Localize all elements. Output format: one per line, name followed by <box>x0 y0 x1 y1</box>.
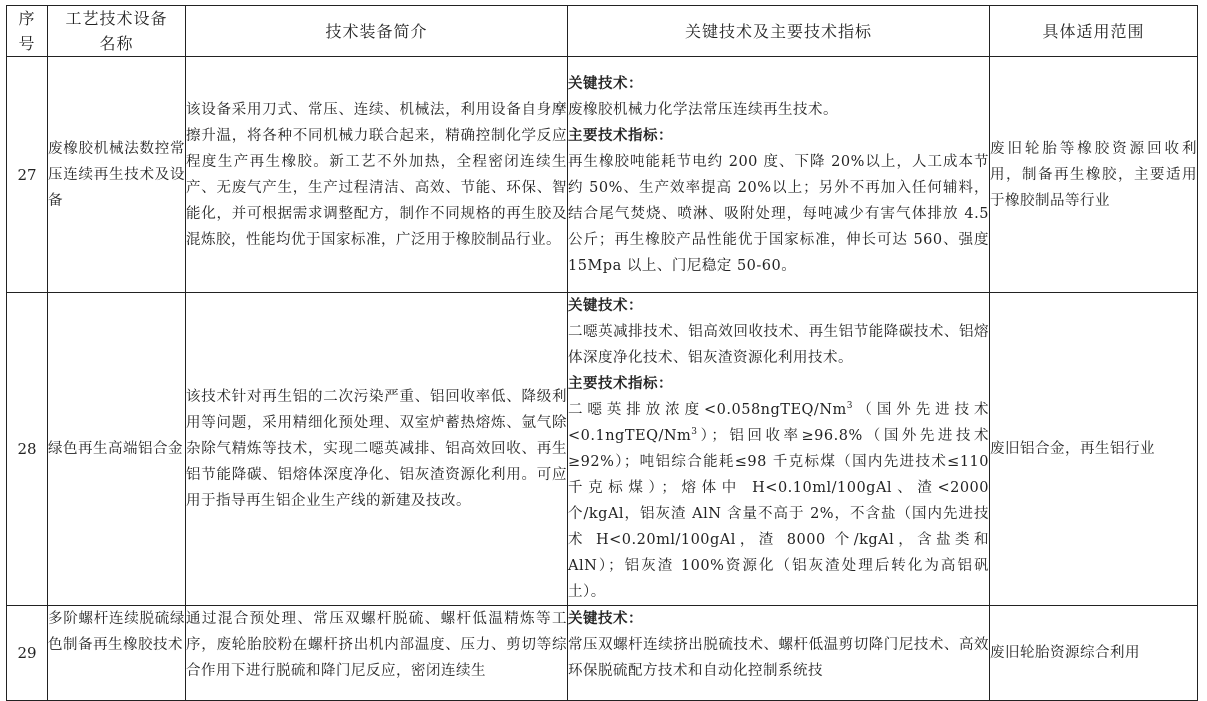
table-row <box>7 57 1198 293</box>
tech-name: 废橡胶机械法数控常压连续再生技术及设备 <box>48 57 186 293</box>
tech-intro: 通过混合预处理、常压双螺杆脱硫、螺杆低温精炼等工序，废轮胎胶粉在螺杆挤出机内部温度、压力、剪切等综合作用下进行脱硫和降门尼反应，密闭连续生 <box>186 606 568 701</box>
tech-name: 绿色再生高端铝合金 <box>48 293 186 606</box>
row-number: 29 <box>7 606 48 701</box>
key-tech-label: 关键技术： <box>568 74 643 92</box>
index-text: 再生橡胶吨能耗节电约 200 度、下降 20%以上，人工成本节约 50%、生产效率提高 20%以上；另外不再加入任何辅料，结合尾气焚烧、喷淋、吸附处理，每吨减少有害气体排放 4.5 公斤；再生橡胶产品性能优于国家标准，伸长可达 560、强度 15Mpa 以上、门尼稳定 50-60。 <box>568 153 989 274</box>
key-tech-label: 关键技术： <box>568 610 643 627</box>
table-row <box>7 293 1198 606</box>
scope: 废旧轮胎等橡胶资源回收利用，制备再生橡胶，主要适用于橡胶制品等行业 <box>990 57 1198 293</box>
table-row <box>7 606 1198 701</box>
index-text: 二噁英排放浓度$<0.058ngTEQ/Nm^3$（国外先进技术$<0.1ngTEQ/Nm^3$）；铝回收率≥96.8%（国外先进技术≥92%）；吨铝综合能耗≤98 千克标煤（国内先进技术≤110 千克标煤）；熔体中 H<0.10ml/100gAl、渣<2000 个/kgAl，铝灰渣 AlN 含量不高于 2%，不含盐（国内先进技术 H<0.20ml/100gAl，渣 8000 个/kgAl，含盐类和 AlN）；铝灰渣 100%资源化（铝灰渣处理后转化为高铝矾土）。 <box>568 401 990 600</box>
scope: 废旧轮胎资源综合利用 <box>990 606 1198 701</box>
tech-intro: 该技术针对再生铝的二次污染严重、铝回收率低、降级利用等问题，采用精细化预处理、双室炉蓄热熔炼、氩气除杂除气精炼等技术，实现二噁英减排、铝高效回收、再生铝节能降碳、铝熔体深度净化、铝灰渣资源化利用。可应用于指导再生铝企业生产线的新建及技改。 <box>186 293 568 606</box>
row-number: 27 <box>7 57 48 293</box>
row-number: 28 <box>7 293 48 606</box>
index-label: 主要技术指标： <box>568 375 673 392</box>
key-tech-cell <box>568 293 990 606</box>
header-row <box>7 6 1198 57</box>
key-tech-cell <box>568 57 990 293</box>
key-tech-text: 废橡胶机械力化学法常压连续再生技术。 <box>568 101 838 118</box>
key-tech-text: 常压双螺杆连续挤出脱硫技术、螺杆低温剪切降门尼技术、高效环保脱硫配方技术和自动化控制系统技 <box>568 637 989 679</box>
header-intro: 技术装备简介 <box>186 6 568 57</box>
technology-table <box>6 5 1198 701</box>
header-serial: 序号 <box>7 6 48 57</box>
key-tech-cell <box>568 606 990 701</box>
tech-intro: 该设备采用刀式、常压、连续、机械法，利用设备自身摩擦升温，将各种不同机械力联合起来，精确控制化学反应程度生产再生橡胶。新工艺不外加热，全程密闭连续生产、无废气产生，生产过程清洁、高效、节能、环保、智能化，并可根据需求调整配方，制作不同规格的再生胶及混炼胶，性能均优于国家标准，广泛用于橡胶制品行业。 <box>186 57 568 293</box>
key-tech-text: 二噁英减排技术、铝高效回收技术、再生铝节能降碳技术、铝熔体深度净化技术、铝灰渣资源化利用技术。 <box>568 324 989 366</box>
header-key-tech: 关键技术及主要技术指标 <box>568 6 990 57</box>
scope: 废旧铝合金，再生铝行业 <box>990 293 1198 606</box>
index-label: 主要技术指标： <box>568 126 673 144</box>
tech-name: 多阶螺杆连续脱硫绿色制备再生橡胶技术 <box>48 606 186 701</box>
key-tech-label: 关键技术： <box>568 297 643 314</box>
header-name: 工艺技术设备名称 <box>48 6 186 57</box>
header-scope: 具体适用范围 <box>990 6 1198 57</box>
